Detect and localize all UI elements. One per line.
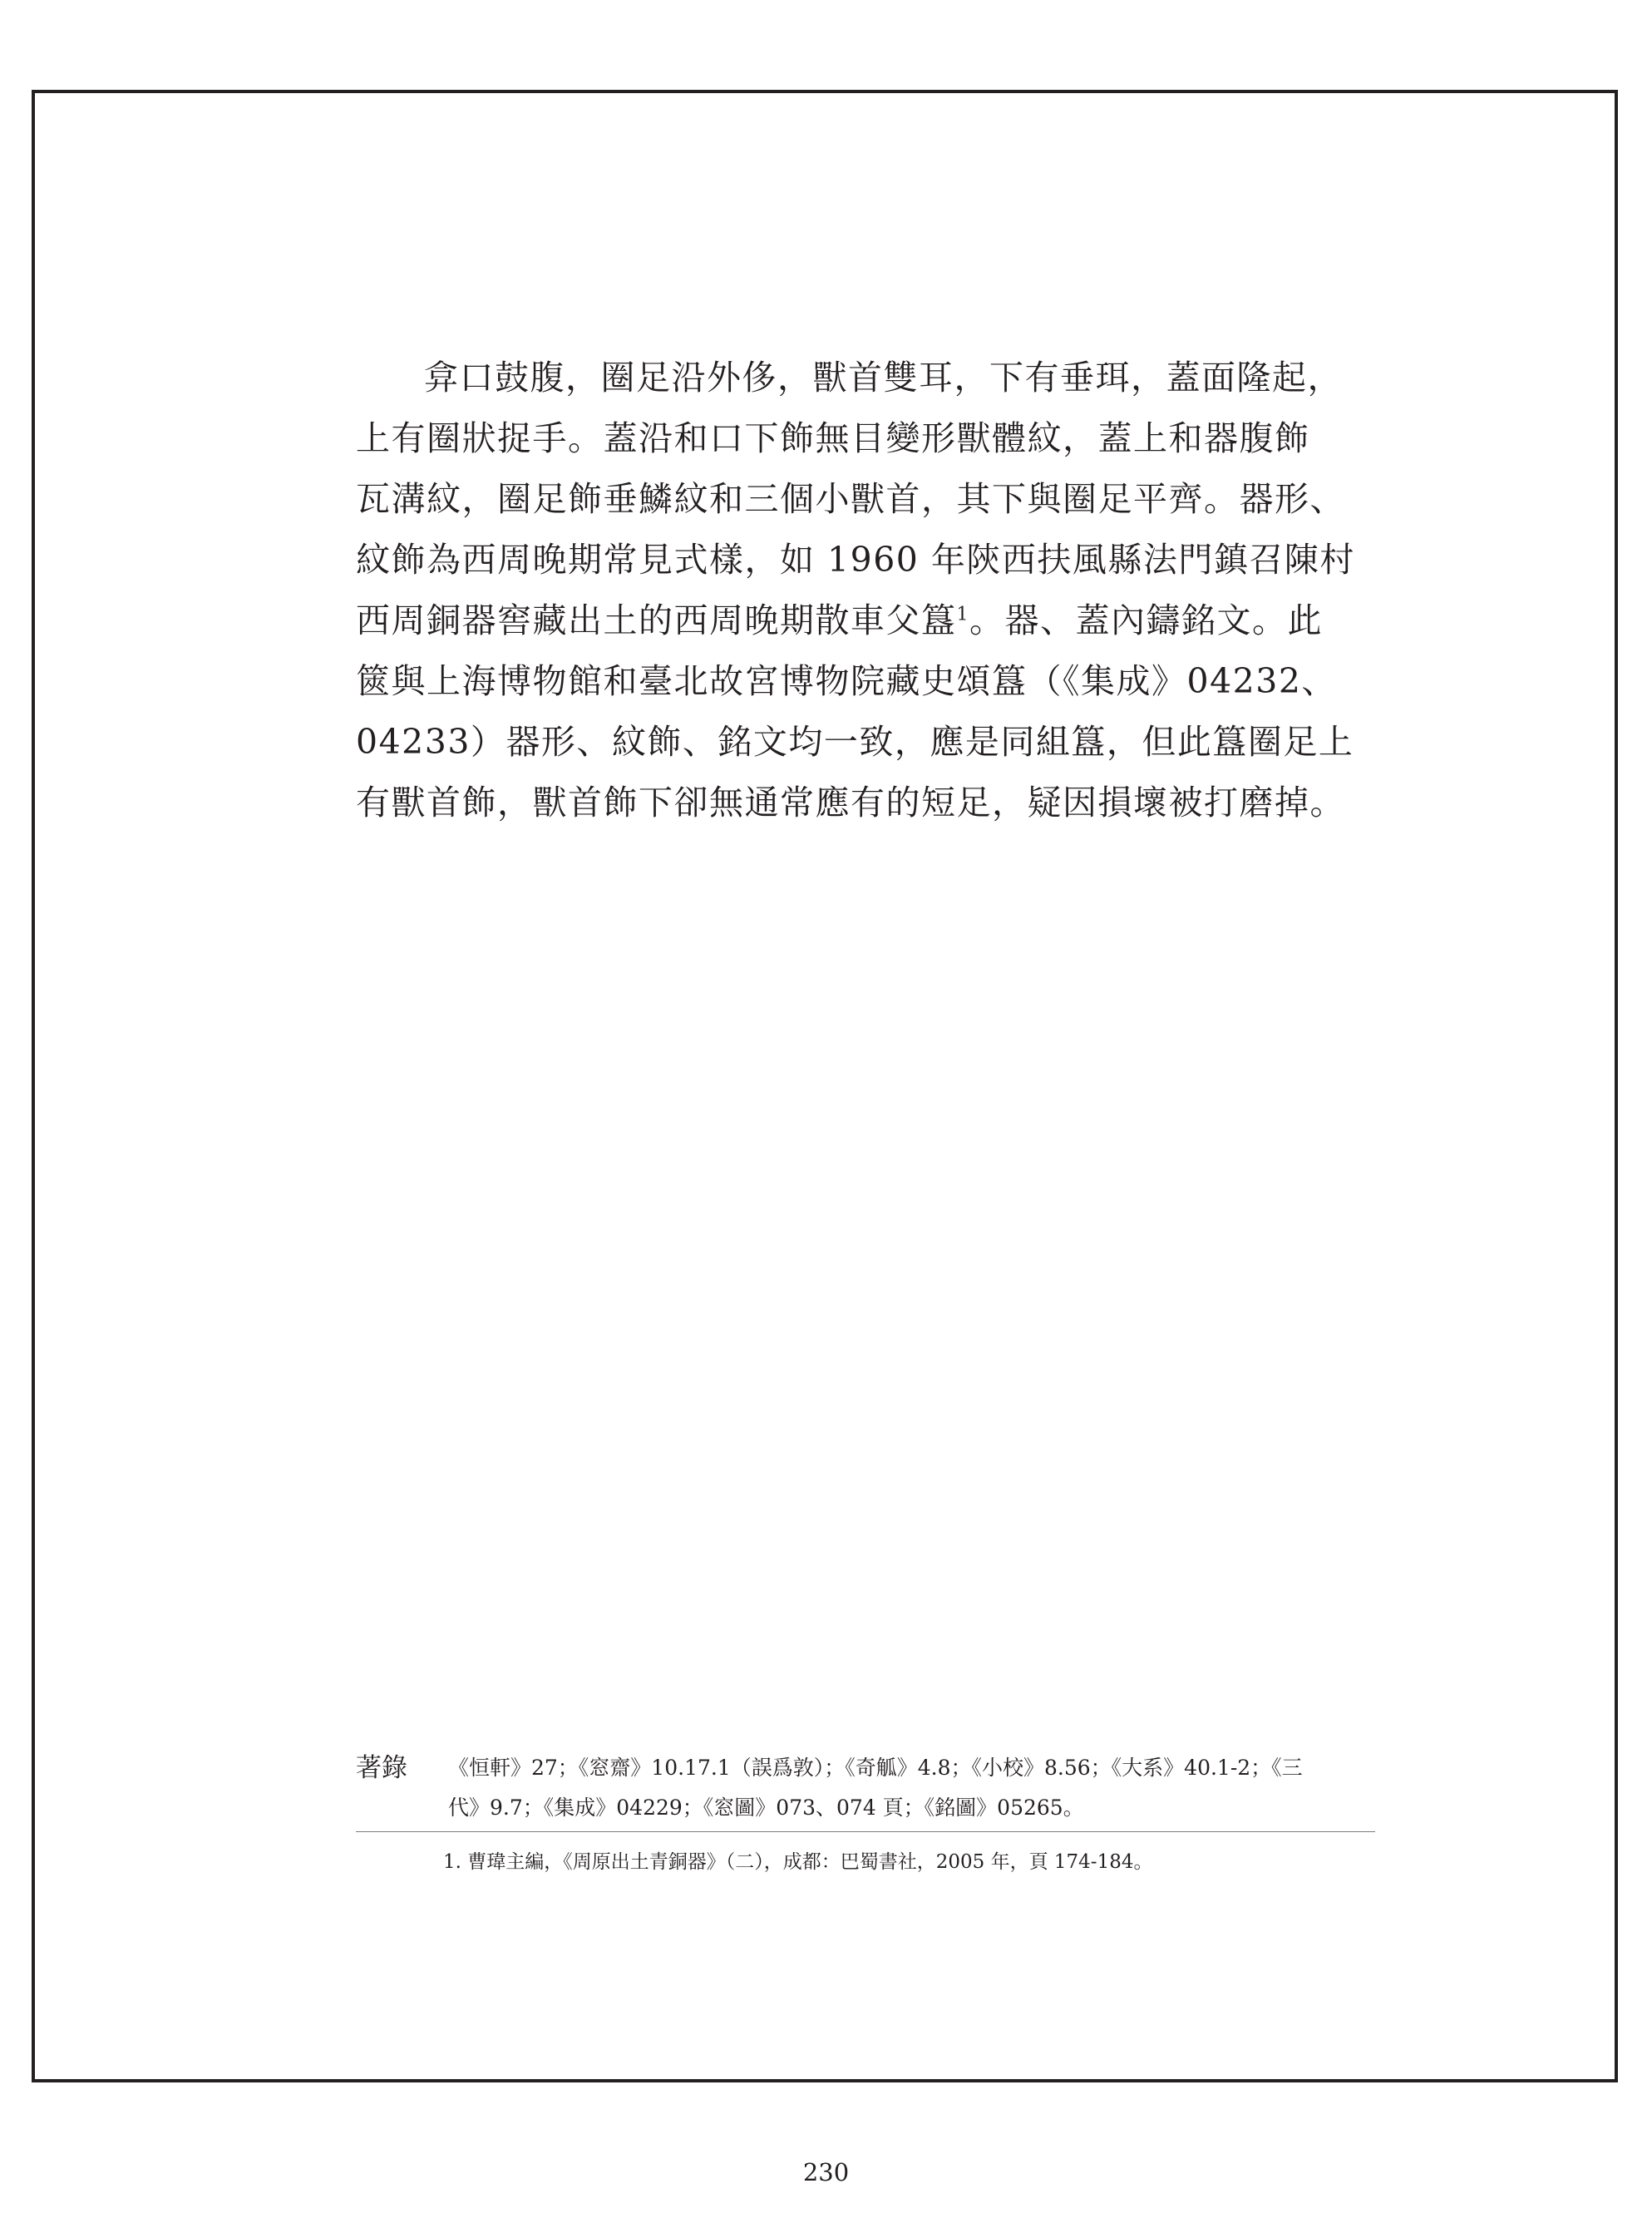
description-line-5-start: 西周銅器窖藏出土的西周晚期散車父簋 — [356, 600, 957, 640]
footnote-text: 1. 曹瑋主編，《周原出土青銅器》（二），成都：巴蜀書社，2005 年，頁 174-184。 — [443, 1851, 1153, 1873]
records-text — [448, 1748, 1375, 1828]
description-line-7: 04233）器形、紋飾、銘文均一致，應是同組簋，但此簋圈足上 — [356, 722, 1354, 762]
records-line-1: 《恒軒》27；《窓齋》10.17.1（誤爲敦）；《奇觚》4.8；《小校》8.56；《大系》40.1-2；《三 — [448, 1756, 1303, 1780]
footnote-divider — [356, 1831, 1375, 1832]
records-label: 著錄 — [356, 1753, 407, 1783]
description-line-5 — [356, 590, 1375, 651]
description-line-6: 篋與上海博物館和臺北故宮博物院藏史頌簋（《集成》04232、 — [356, 661, 1337, 701]
records-line-2: 代》9.7；《集成》04229；《窓圖》073、074 頁；《銘圖》05265。 — [448, 1796, 1084, 1820]
description-line-1: 弇口鼓腹，圈足沿外侈，獸首雙耳，下有垂珥，蓋面隆起， — [424, 358, 1343, 398]
description-line-4: 紋飾為西周晚期常見式樣，如 1960 年陝西扶風縣法門鎮召陳村 — [356, 540, 1355, 580]
footnote-marker[interactable]: 1 — [956, 604, 969, 625]
description-line-8: 有獸首飾，獸首飾下卻無通常應有的短足，疑因損壞被打磨掉。 — [356, 783, 1345, 823]
description-paragraph — [356, 348, 1375, 833]
description-line-3: 瓦溝紋，圈足飾垂鱗紋和三個小獸首，其下與圈足平齊。器形、 — [356, 479, 1345, 519]
description-line-5-end: 。器、蓋內鑄銘文。此 — [969, 600, 1323, 640]
page-number: 230 — [802, 2158, 850, 2186]
description-line-2: 上有圈狀捉手。蓋沿和口下飾無目變形獸體紋，蓋上和器腹飾 — [356, 418, 1310, 458]
